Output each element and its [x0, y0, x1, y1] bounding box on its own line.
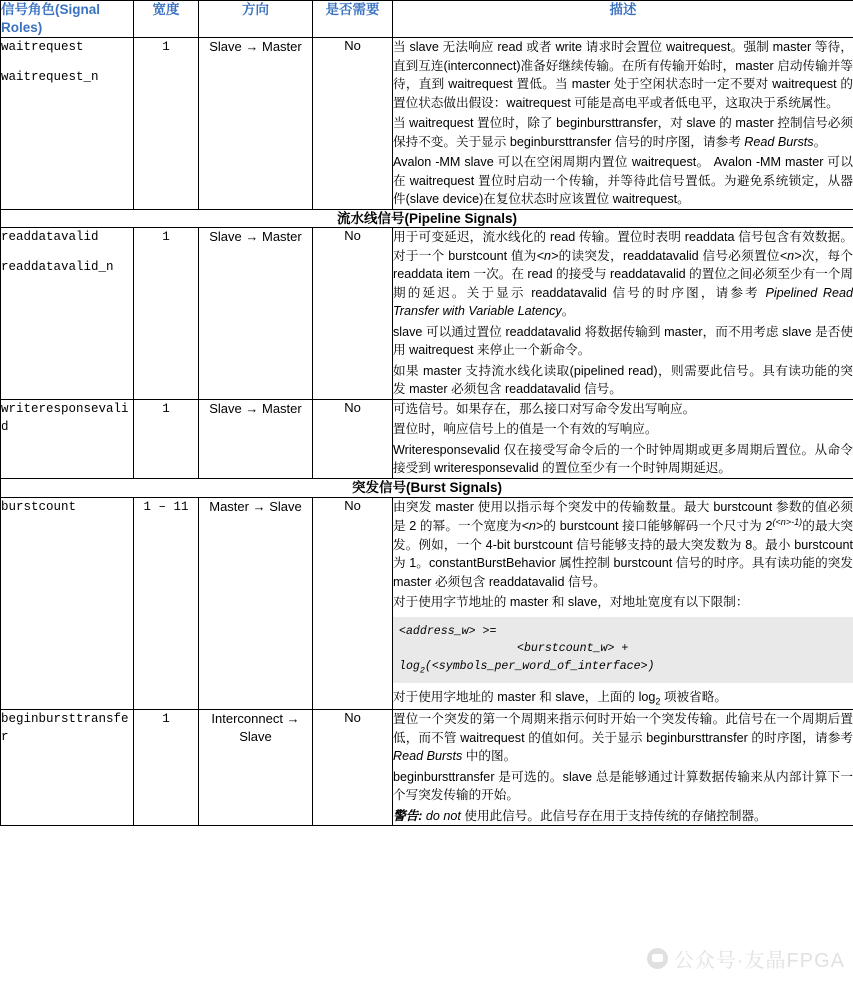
signal-name-writeresponsevalid [1, 399, 134, 478]
table-row [1, 497, 853, 710]
signal-description [393, 38, 853, 210]
desc-paragraph: 如果 master 支持流水线化读取(pipelined read)，则需要此信号。具有读功能的突发 master 必须包含 readdatavalid 信号。 [393, 363, 853, 397]
desc-paragraph: Writeresponsevalid 仅在接受写命令后的一个时钟周期或更多周期后置位。从命令接受到 writeresponsevalid 的置位至少有一个时钟周期延迟。 [393, 442, 853, 476]
signal-width: 1 – 11 [134, 497, 199, 710]
signal-name-beginbursttransfer [1, 710, 134, 826]
signal-name-line: burstcount [1, 499, 77, 514]
exponent: (<n>-1) [772, 517, 803, 528]
log-base: 2 [655, 696, 661, 707]
doc-reference: Read Bursts [393, 749, 463, 764]
desc-paragraph: 由突发 master 使用以指示每个突发中的传输数量。最大 burstcount 参数的值必须是 2 的幂。一个宽度为<n>的 burstcount 接口能够解码一个尺寸为 $2^{(<n>-1)}$的最大突发。例如，一个 4-bit burstcount 信号能够支持的最大突发数为 8。最小 burstcount 为 1。constantBurstBehavior 属性控制 burstcount 信号的时序。具有读功能的突发 master 必须包含 readdatavalid 信号。 [393, 499, 853, 589]
signal-name-line: readdatavalid [1, 230, 99, 245]
signal-description [393, 228, 853, 400]
desc-paragraph: 用于可变延迟，流水线化的 read 传输。置位时表明 readdata 信号包含有效数据。对于一个 burstcount 值为<n>的读突发，readdatavalid 信号必须置位<n>次，每个 readdata item 一次。在 read 的接受与 readdatavalid 的置位之间必须至少有一个周期的延迟。关于显示 readdatavalid 信号的时序图，请参考 Pipelined Read Transfer with Variable Latency。 [393, 230, 853, 319]
signal-required: No [313, 497, 393, 710]
header-width: 宽度 [134, 1, 199, 38]
table-row [1, 399, 853, 478]
signal-required: No [313, 228, 393, 400]
watermark-text: 公众号·友晶FPGA [673, 950, 845, 972]
signal-width: 1 [134, 228, 199, 400]
signal-width: 1 [134, 710, 199, 826]
warning-label: 警告: [393, 808, 423, 823]
doc-reference: Pipelined Read Transfer with Variable Latency [393, 285, 853, 319]
desc-paragraph: 警告: do not 使用此信号。此信号存在用于支持传统的存储控制器。 [393, 808, 767, 823]
section-header-row [1, 209, 853, 228]
address-width-formula-code: <address_w> >= <burstcount_w> + $\log_2(<symbols\_per\_word\_of\_interface>)$ [393, 617, 853, 684]
table-header-row [1, 1, 853, 38]
table-row [1, 38, 853, 210]
signal-description [393, 399, 853, 478]
signal-description [393, 497, 853, 710]
warning-emphasis: do not [422, 808, 461, 823]
table-row [1, 228, 853, 400]
desc-paragraph: Avalon -MM slave 可以在空闲周期内置位 waitrequest。 Avalon -MM master 可以在 waitrequest 置位时启动一个传输，并等待此信号置低。为避免系统锁定，从器件(slave device)在复位状态时应该置位 waitrequest。 [393, 155, 853, 207]
desc-paragraph: 当 slave 无法响应 read 或者 write 请求时会置位 waitrequest。强制 master 等待，直到互连(interconnect)准备好继续传输。在所有传输开始时，master 启动传输并等待，直到 waitrequest 置低。当 master 处于空闲状态时一定不要对 waitrequest 的置位状态做出假设：waitrequest 可能是高电平或者低电平，这取决于系统属性。 [393, 40, 853, 110]
signal-required: No [313, 710, 393, 826]
signal-name-waitrequest [1, 38, 134, 210]
param-n: <n> [521, 519, 544, 534]
signal-width: 1 [134, 399, 199, 478]
desc-paragraph: 对于使用字地址的 master 和 slave，上面的 $\log_2$ 项被省略。 [393, 690, 727, 707]
param-n: <n> [779, 248, 802, 263]
desc-paragraph: 当 waitrequest 置位时，除了 beginbursttransfer，对 slave 的 master 控制信号必须保持不变。关于显示 beginbursttransfer 信号的时序图，请参考 Read Bursts。 [393, 116, 853, 149]
signal-name-line: readdatavalid_n [1, 259, 114, 274]
signal-name-line: waitrequest_n [1, 69, 99, 84]
header-description: 描述 [393, 1, 853, 38]
signal-name-line: beginbursttransfer [1, 712, 129, 745]
signal-required: No [313, 399, 393, 478]
signal-width: 1 [134, 38, 199, 210]
desc-paragraph: slave 可以通过置位 readdatavalid 将数据传输到 master，而不用考虑 slave 是否使用 waitrequest 来停止一个新命令。 [393, 324, 853, 358]
desc-paragraph: 置位时，响应信号上的值是一个有效的写响应。 [393, 422, 658, 437]
signal-name-line: writeresponsevalid [1, 401, 129, 435]
header-direction: 方向 [199, 1, 313, 38]
section-title-pipeline: 流水线信号(Pipeline Signals) [1, 209, 853, 228]
desc-paragraph: 可选信号。如果存在，那么接口对写命令发出写响应。 [393, 401, 696, 416]
header-required: 是否需要 [313, 1, 393, 38]
signal-name-line: waitrequest [1, 40, 84, 55]
section-title-burst: 突发信号(Burst Signals) [1, 478, 853, 497]
log-base: 2 [419, 664, 425, 675]
table-row [1, 710, 853, 826]
signal-direction: Interconnect → Slave [199, 710, 313, 826]
header-signal-roles: 信号角色(Signal Roles) [1, 1, 134, 38]
param-n: <n> [536, 248, 559, 263]
signal-required: No [313, 38, 393, 210]
doc-reference: Read Bursts [744, 134, 814, 149]
desc-paragraph: 置位一个突发的第一个周期来指示何时开始一个突发传输。此信号在一个周期后置低，而不管 waitrequest 的值如何。关于显示 beginbursttransfer 的时序图，请参考 Read Bursts 中的图。 [393, 712, 853, 764]
signal-direction: Slave → Master [199, 228, 313, 400]
signal-description [393, 710, 853, 826]
signal-direction: Slave → Master [199, 38, 313, 210]
section-header-row [1, 478, 853, 497]
wechat-logo-icon [647, 948, 668, 969]
signal-name-readdatavalid [1, 228, 134, 400]
watermark [647, 944, 845, 973]
desc-paragraph: 对于使用字节地址的 master 和 slave，对地址宽度有以下限制： [393, 595, 749, 610]
desc-paragraph: beginbursttransfer 是可选的。slave 总是能够通过计算数据传输来从内部计算下一个写突发传输的开始。 [393, 769, 853, 803]
signal-direction: Slave → Master [199, 399, 313, 478]
signal-direction: Master → Slave [199, 497, 313, 710]
signal-name-burstcount [1, 497, 134, 710]
